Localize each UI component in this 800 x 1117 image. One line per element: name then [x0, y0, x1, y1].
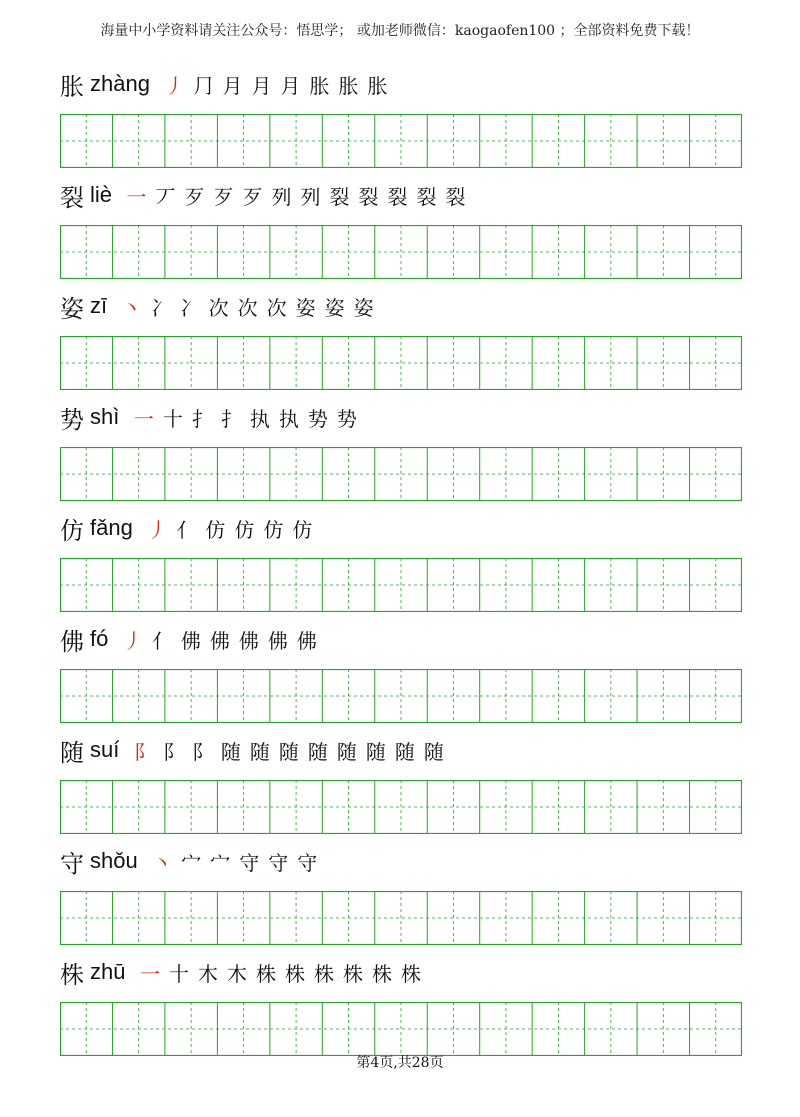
entry-title-row [60, 66, 742, 102]
stroke-step: 次 [237, 295, 258, 320]
stroke-step: 守 [239, 850, 260, 875]
stroke-step: 仿 [205, 517, 226, 542]
stroke-step: 株 [313, 961, 334, 986]
character: 仿 [60, 516, 84, 545]
stroke-step: 亻 [176, 517, 197, 542]
character-entry [60, 954, 742, 1056]
character: 裂 [60, 183, 84, 212]
character: 守 [60, 849, 84, 878]
stroke-step: 随 [423, 739, 444, 764]
stroke-step: 宀 [181, 850, 202, 875]
entry-title-row [60, 732, 742, 768]
stroke-step: 亻 [151, 628, 172, 653]
stroke-step: 歹 [242, 184, 263, 209]
stroke-step: 丿 [122, 628, 143, 653]
stroke-step: 执 [278, 406, 299, 431]
stroke-step: 冫 [150, 295, 171, 320]
character-entry [60, 732, 742, 834]
stroke-step: 株 [342, 961, 363, 986]
stroke-step: 冫 [179, 295, 200, 320]
writing-grid [60, 780, 742, 834]
stroke-step: 姿 [353, 295, 374, 320]
stroke-step: 次 [266, 295, 287, 320]
stroke-step: 执 [249, 406, 270, 431]
stroke-step: 仿 [292, 517, 313, 542]
page-number: 第4页,共28页 [356, 1055, 444, 1071]
character-entry [60, 510, 742, 612]
stroke-step: 随 [307, 739, 328, 764]
stroke-step: 佛 [238, 628, 259, 653]
stroke-step: 随 [249, 739, 270, 764]
stroke-step: 丆 [155, 184, 176, 209]
stroke-step: 列 [271, 184, 292, 209]
stroke-step: 佛 [296, 628, 317, 653]
stroke-step: 仿 [263, 517, 284, 542]
character: 随 [60, 738, 84, 767]
stroke-step: 十 [162, 406, 183, 431]
stroke-step: 姿 [324, 295, 345, 320]
pinyin: shǒu [90, 848, 138, 873]
character-entry [60, 621, 742, 723]
pinyin: zhàng [90, 71, 150, 96]
stroke-step: 裂 [445, 184, 466, 209]
stroke-step: 宀 [210, 850, 231, 875]
stroke-step: 势 [307, 406, 328, 431]
stroke-step: 守 [268, 850, 289, 875]
stroke-step: 裂 [416, 184, 437, 209]
stroke-step: 丶 [152, 850, 173, 875]
stroke-step: 姿 [295, 295, 316, 320]
character: 佛 [60, 627, 84, 656]
stroke-step: 胀 [367, 73, 388, 98]
character: 株 [60, 960, 84, 989]
character-entry [60, 843, 742, 945]
stroke-step: 随 [220, 739, 241, 764]
writing-grid [60, 1002, 742, 1056]
stroke-step: 株 [255, 961, 276, 986]
stroke-step: 扌 [220, 406, 241, 431]
stroke-step: 随 [365, 739, 386, 764]
writing-grid [60, 225, 742, 279]
stroke-step: 胀 [309, 73, 330, 98]
character-entry [60, 66, 742, 168]
stroke-step: 裂 [329, 184, 350, 209]
stroke-step: 月 [251, 73, 272, 98]
stroke-step: 歹 [213, 184, 234, 209]
stroke-step: ⺆ [193, 73, 214, 98]
entry-title-row [60, 621, 742, 657]
character: 势 [60, 405, 84, 434]
stroke-step: 丿 [164, 73, 185, 98]
writing-grid [60, 669, 742, 723]
character: 姿 [60, 294, 84, 323]
writing-grid [60, 336, 742, 390]
stroke-step: 胀 [338, 73, 359, 98]
stroke-step: 株 [400, 961, 421, 986]
pinyin: shì [90, 404, 120, 429]
stroke-step: 阝 [162, 739, 183, 764]
entry-title-row [60, 954, 742, 990]
stroke-step: 株 [284, 961, 305, 986]
stroke-step: 佛 [267, 628, 288, 653]
stroke-step: 随 [278, 739, 299, 764]
stroke-order [160, 70, 392, 99]
stroke-step: 佛 [209, 628, 230, 653]
stroke-order [143, 514, 317, 543]
stroke-step: 扌 [191, 406, 212, 431]
stroke-order [118, 625, 321, 654]
entry-title-row [60, 177, 742, 213]
stroke-order [135, 958, 425, 987]
entry-title-row [60, 843, 742, 879]
writing-grid [60, 558, 742, 612]
stroke-step: 丶 [121, 295, 142, 320]
character-entry [60, 288, 742, 390]
page-header: 海量中小学资料请关注公众号：悟思学； 或加老师微信：kaogaofen100 ；全部资料免费下载！ [100, 23, 700, 39]
stroke-step: 十 [168, 961, 189, 986]
pinyin: zhū [90, 959, 126, 984]
stroke-step: 裂 [358, 184, 379, 209]
stroke-step: 一 [126, 184, 147, 209]
stroke-step: 丿 [147, 517, 168, 542]
writing-grid [60, 447, 742, 501]
stroke-step: 势 [336, 406, 357, 431]
stroke-step: 佛 [180, 628, 201, 653]
stroke-step: 仿 [234, 517, 255, 542]
pinyin: fó [90, 626, 109, 651]
stroke-step: 月 [280, 73, 301, 98]
entry-title-row [60, 510, 742, 546]
stroke-order [129, 736, 448, 765]
entry-title-row [60, 288, 742, 324]
entry-title-row [60, 399, 742, 435]
stroke-step: 木 [197, 961, 218, 986]
writing-grid [60, 114, 742, 168]
stroke-order [117, 292, 378, 321]
stroke-step: 月 [222, 73, 243, 98]
stroke-order [129, 403, 361, 432]
stroke-step: 随 [336, 739, 357, 764]
character: 胀 [60, 72, 84, 101]
stroke-step: 一 [133, 406, 154, 431]
stroke-step: 随 [394, 739, 415, 764]
stroke-step: 一 [139, 961, 160, 986]
character-entry [60, 177, 742, 279]
writing-grid [60, 891, 742, 945]
stroke-step: 次 [208, 295, 229, 320]
stroke-order [122, 181, 470, 210]
stroke-step: 阝 [191, 739, 212, 764]
pinyin: liè [90, 182, 113, 207]
pinyin: zī [90, 293, 108, 318]
stroke-order [148, 847, 322, 876]
stroke-step: 株 [371, 961, 392, 986]
stroke-step: 列 [300, 184, 321, 209]
stroke-step: 裂 [387, 184, 408, 209]
pinyin: suí [90, 737, 120, 762]
stroke-step: 木 [226, 961, 247, 986]
stroke-step: 阝 [133, 739, 154, 764]
stroke-step: 歹 [184, 184, 205, 209]
character-entry [60, 399, 742, 501]
stroke-step: 守 [297, 850, 318, 875]
pinyin: fǎng [90, 515, 133, 540]
